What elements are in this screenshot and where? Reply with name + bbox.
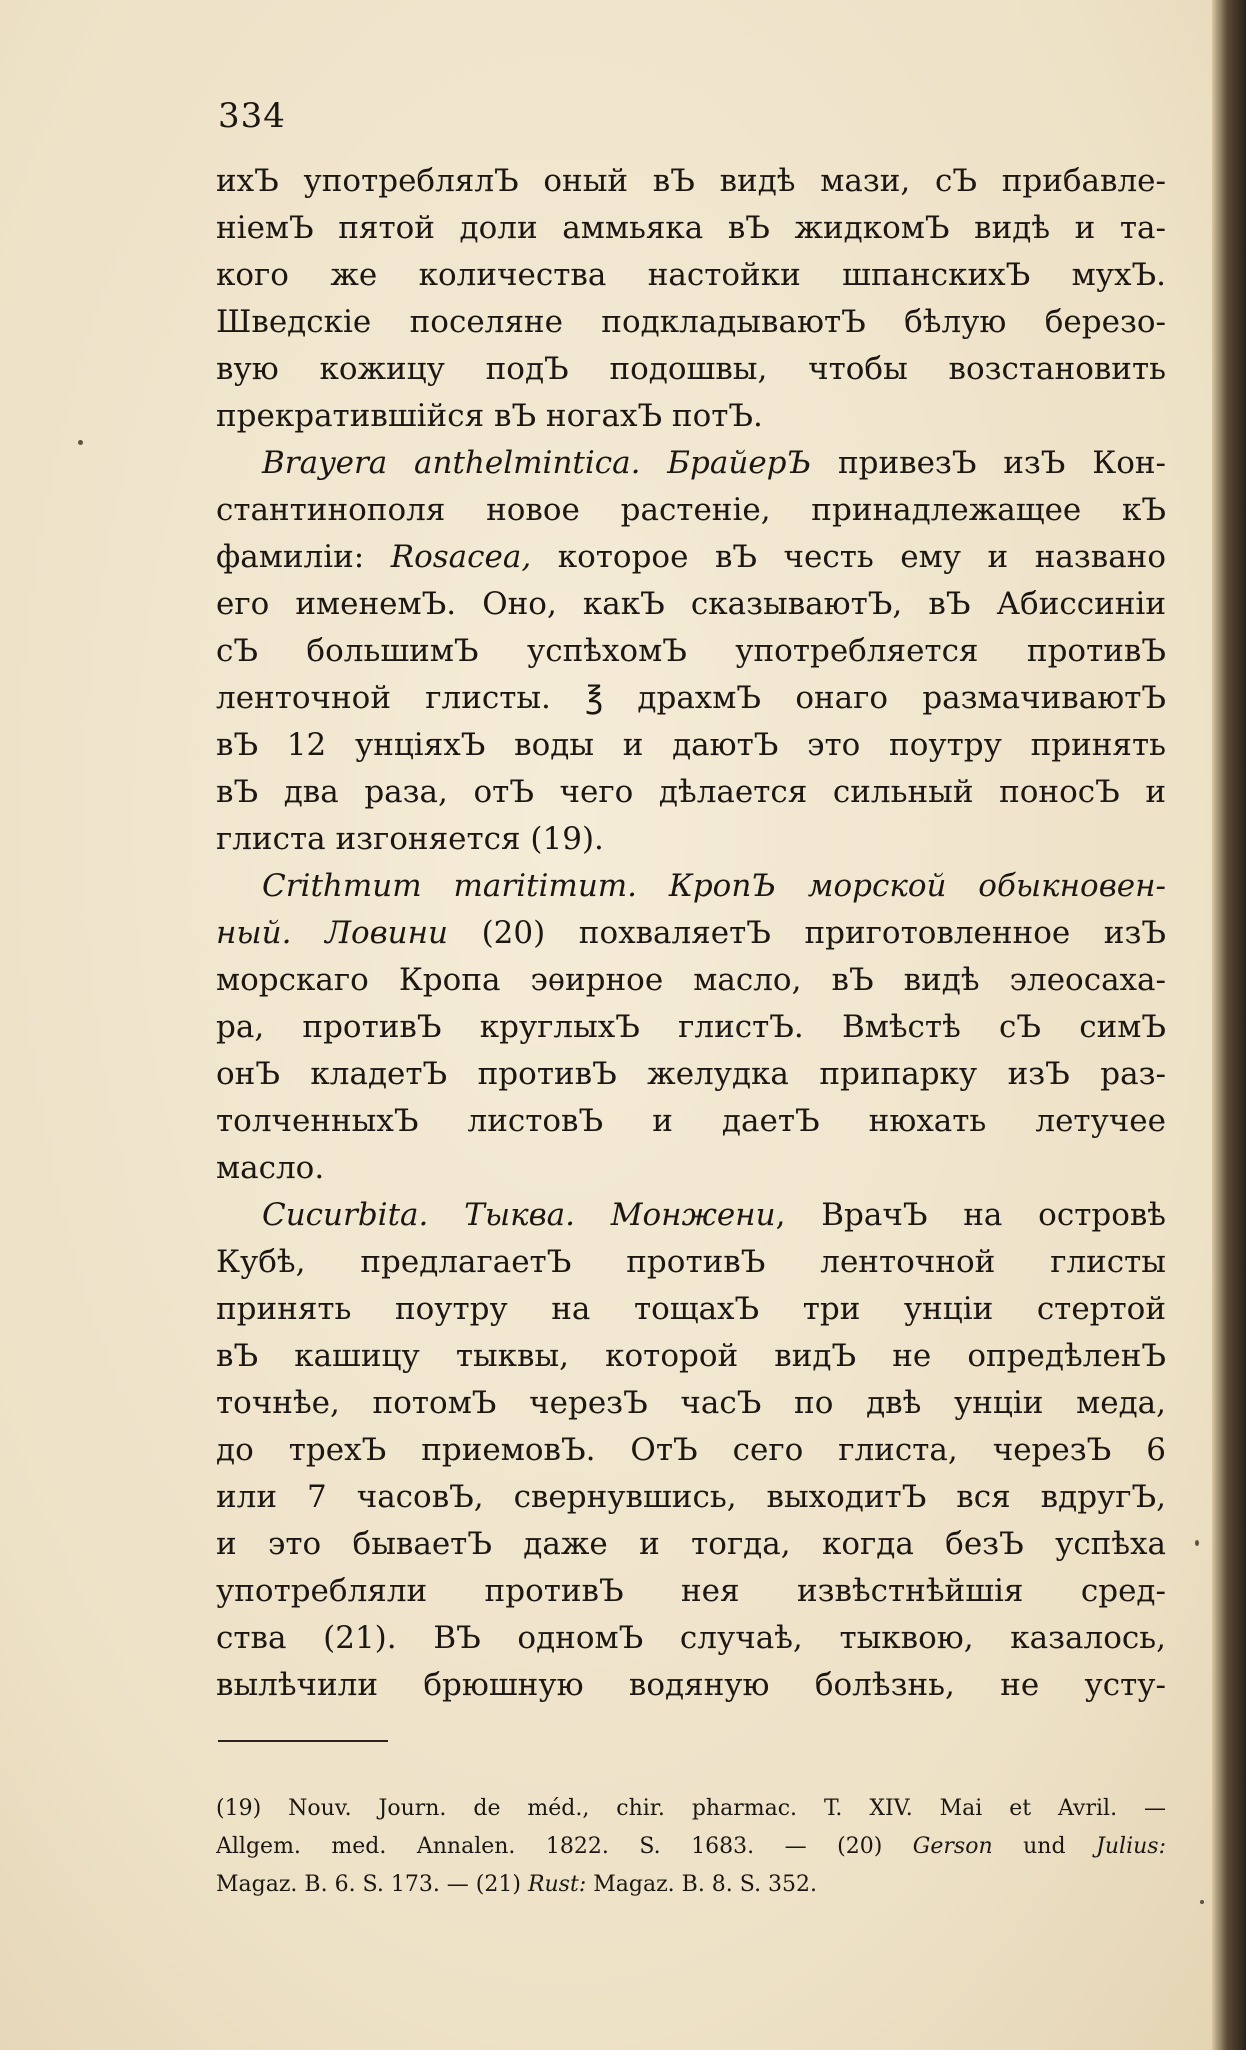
text-line [216,1615,1166,1662]
text-line [216,440,1166,487]
text-line [216,1427,1166,1474]
italic-segment: Rust: [527,1872,587,1897]
book-binding-edge [1212,0,1246,2050]
text-segment: Magaz. B. 8. S. 352. [586,1872,818,1897]
text-segment: (20) похваляетЪ приготовленное изЪ [448,915,1166,951]
text-segment: употребляли противЪ нея извѣстнѣйшія сред- [216,1573,1166,1609]
text-segment: Шведскіе поселяне подкладываютЪ бѣлую березо- [216,304,1166,340]
footnote-line [216,1866,1166,1904]
text-line [216,534,1166,581]
page-number: 334 [218,96,286,136]
text-segment: ра, противЪ круглыхЪ глистЪ. Вмѣстѣ сЪ симЪ [216,1009,1166,1045]
text-segment: масло. [216,1150,325,1186]
italic-segment: Gerson [912,1834,993,1859]
text-line [216,1333,1166,1380]
text-segment: прекратившійся вЪ ногахЪ потЪ. [216,398,763,434]
italic-segment: Cucurbita. Тыква. Монжени [262,1197,776,1233]
text-line [216,1568,1166,1615]
italic-segment: Rosacea, [390,539,532,575]
text-segment: und [992,1834,1097,1859]
text-segment: стантинополя новое растеніе, принадлежащее кЪ [216,492,1166,528]
text-line [216,581,1166,628]
text-segment: привезЪ изЪ Кон- [811,445,1166,481]
paper-speck [78,440,83,445]
text-line [216,1474,1166,1521]
text-segment: ленточной глисты. ℥ драхмЪ онаго размачиваютЪ [216,680,1166,716]
footnote-line [216,1790,1166,1828]
italic-segment: Brayera anthelmintica. БрайерЪ [262,445,812,481]
text-segment: Кубѣ, предлагаетЪ противЪ ленточной глисты [216,1244,1166,1280]
paper-speck [1195,1540,1199,1546]
text-line [216,1521,1166,1568]
text-line [216,1380,1166,1427]
text-segment: или 7 часовЪ, свернувшись, выходитЪ вся вдругЪ, [216,1479,1166,1515]
text-line [216,628,1166,675]
text-segment: кого же количества настойки шпанскихЪ мухЪ. [216,257,1166,293]
text-segment: вЪ 12 унціяхЪ воды и даютЪ это поутру принять [216,727,1166,763]
text-line [216,487,1166,534]
text-segment: вЪ кашицу тыквы, которой видЪ не опредѣленЪ [216,1338,1166,1374]
text-segment: вую кожицу подЪ подошвы, чтобы возстановить [216,351,1166,387]
text-segment: ихЪ употреблялЪ оный вЪ видѣ мази, сЪ прибавле- [216,163,1166,199]
text-segment: ства (21). ВЪ одномЪ случаѣ, тыквою, казалось, [216,1620,1166,1656]
footnote-line [216,1828,1166,1866]
text-segment: Magaz. B. 6. S. 173. — (21) [216,1872,528,1897]
text-line [216,158,1166,205]
text-line [216,816,1166,863]
text-segment: фамиліи: [216,539,391,575]
footnote-rule [218,1740,388,1742]
text-line [216,393,1166,440]
text-line [216,1004,1166,1051]
text-segment: онЪ кладетЪ противЪ желудка припарку изЪ раз- [216,1056,1166,1092]
text-segment: его именемЪ. Оно, какЪ сказываютЪ, вЪ Абиссиніи [216,586,1166,622]
text-segment: , ВрачЪ на островѣ [775,1197,1166,1233]
text-line [216,1286,1166,1333]
italic-segment: Julius: [1096,1834,1166,1859]
text-line [216,910,1166,957]
body-text [216,158,1166,1709]
text-segment: толченныхЪ листовЪ и даетЪ нюхать летучее [216,1103,1166,1139]
text-segment: ніемЪ пятой доли аммьяка вЪ жидкомЪ видѣ и та- [216,210,1166,246]
text-segment: принять поутру на тощахЪ три унціи стертой [216,1291,1166,1327]
text-segment: сЪ большимЪ успѣхомЪ употребляется противЪ [216,633,1166,669]
text-line [216,863,1166,910]
text-line [216,957,1166,1004]
text-line [216,769,1166,816]
text-line [216,1098,1166,1145]
italic-segment: Crithmum maritimum. КропЪ морской обыкновен- [262,868,1166,904]
text-line [216,346,1166,393]
text-segment: (19) Nouv. Journ. de méd., chir. pharmac. T. XIV. Mai et Avril. — [216,1796,1166,1821]
text-line [216,1662,1166,1709]
text-segment: глиста изгоняется (19). [216,821,604,857]
footnotes [216,1790,1166,1904]
text-segment: и это бываетЪ даже и тогда, когда безЪ успѣха [216,1526,1166,1562]
text-line [216,1145,1166,1192]
text-segment: точнѣе, потомЪ черезЪ часЪ по двѣ унціи меда, [216,1385,1166,1421]
text-line [216,1192,1166,1239]
italic-segment: ный. Ловини [216,915,448,951]
text-segment: Allgem. med. Annalen. 1822. S. 1683. — (20) [216,1834,913,1859]
text-line [216,1239,1166,1286]
text-segment: вылѣчили брюшную водяную болѣзнь, не усту- [216,1667,1166,1703]
text-line [216,252,1166,299]
text-line [216,675,1166,722]
text-segment: морскаго Кропа эѳирное масло, вЪ видѣ элеосаха- [216,962,1166,998]
text-line [216,299,1166,346]
text-segment: вЪ два раза, отЪ чего дѣлается сильный поносЪ и [216,774,1166,810]
text-line [216,722,1166,769]
paper-speck [1200,1900,1204,1904]
text-line [216,1051,1166,1098]
text-line [216,205,1166,252]
text-segment: которое вЪ честь ему и названо [531,539,1166,575]
text-segment: до трехЪ приемовЪ. ОтЪ сего глиста, черезЪ 6 [216,1432,1166,1468]
